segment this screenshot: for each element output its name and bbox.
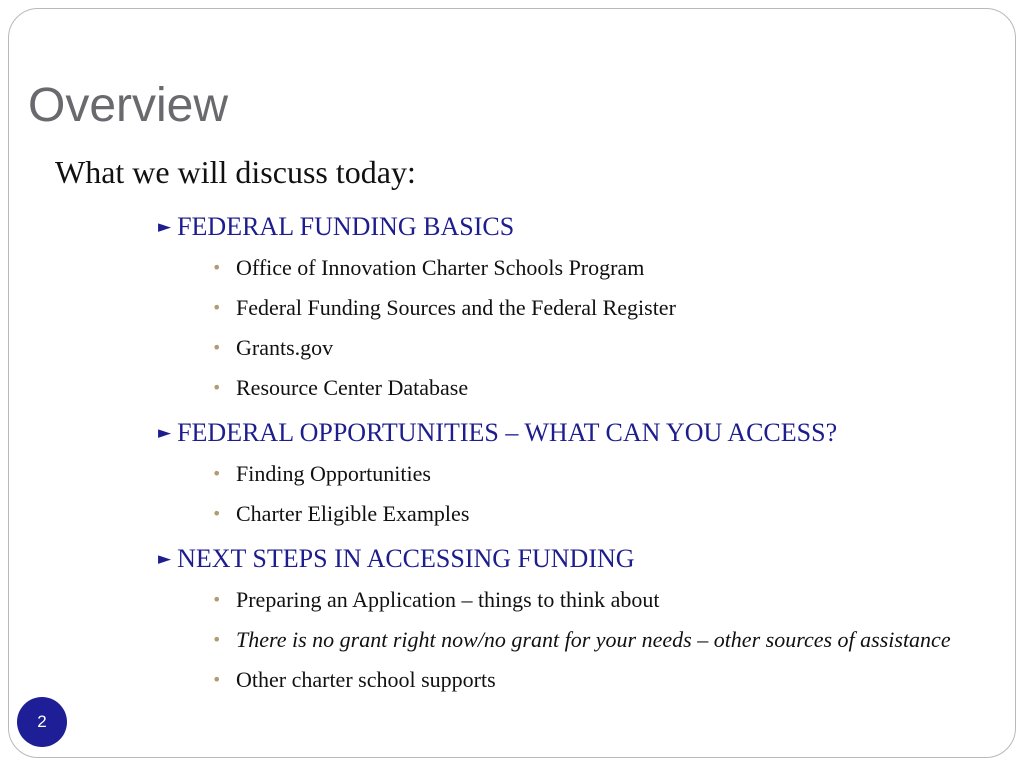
section-heading-label: FEDERAL OPPORTUNITIES – WHAT CAN YOU ACCESS? [177,418,838,447]
bullet-icon: • [212,590,222,609]
list-item-text: Finding Opportunities [236,461,431,486]
section-items [158,454,1024,534]
list-item-text: Office of Innovation Charter Schools Program [236,255,645,280]
agenda-content [0,210,1024,708]
list-item-text: Federal Funding Sources and the Federal Register [236,295,676,320]
section-federal-opportunities [0,416,1024,534]
section-items [158,580,1024,700]
section-heading-label: FEDERAL FUNDING BASICS [177,212,515,241]
list-item-text: Charter Eligible Examples [236,501,470,526]
section-federal-funding-basics [0,210,1024,408]
list-item [212,660,1024,700]
bullet-icon: • [212,670,222,689]
list-item-text: There is no grant right now/no grant for your needs – other sources of assistance [236,627,951,652]
list-item-text: Preparing an Application – things to think about [236,587,660,612]
bullet-icon: • [212,258,222,277]
bullet-icon: • [212,464,222,483]
section-heading [158,416,1024,450]
list-item [212,494,1024,534]
list-item-text: Resource Center Database [236,375,469,400]
section-heading [158,542,1024,576]
pointer-icon: ► [158,549,172,569]
section-items [158,248,1024,408]
bullet-icon: • [212,378,222,397]
pointer-icon: ► [158,217,172,237]
section-heading [158,210,1024,244]
page-number-badge: 2 [17,697,67,747]
list-item-text: Other charter school supports [236,667,496,692]
bullet-icon: • [212,298,222,317]
section-next-steps [0,542,1024,700]
list-item-text: Grants.gov [236,335,334,360]
section-heading-label: NEXT STEPS IN ACCESSING FUNDING [177,544,635,573]
list-item [212,454,1024,494]
list-item [212,368,1024,408]
list-item [212,580,1024,620]
pointer-icon: ► [158,423,172,443]
slide-subtitle: What we will discuss today: [55,154,416,190]
list-item [212,248,1024,288]
slide-title: Overview [28,79,229,132]
list-item [212,288,1024,328]
bullet-icon: • [212,630,222,649]
list-item [212,620,1024,660]
bullet-icon: • [212,338,222,357]
list-item [212,328,1024,368]
bullet-icon: • [212,504,222,523]
